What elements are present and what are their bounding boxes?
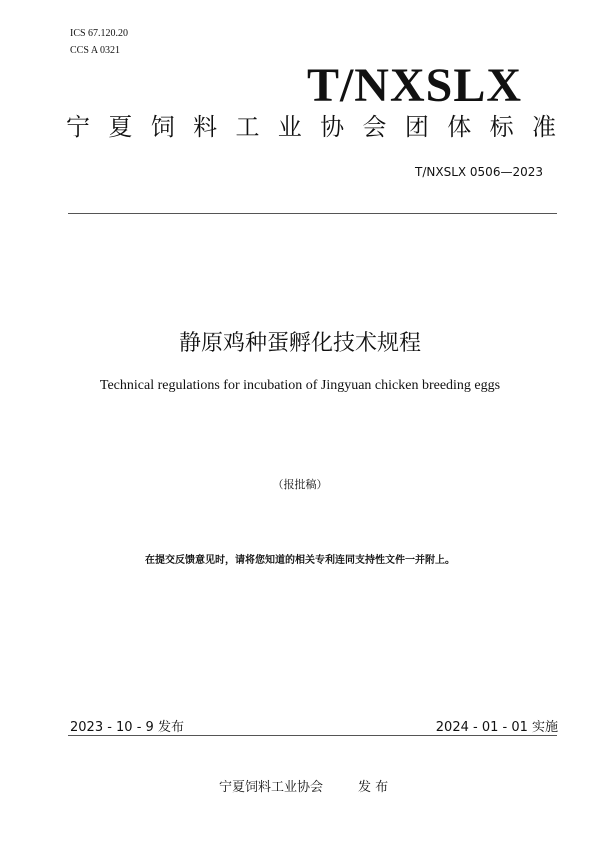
document-title-chinese: 静原鸡种蛋孵化技术规程 <box>178 331 421 356</box>
standard-logo: T/NXSLX <box>306 59 522 112</box>
footer-divider <box>68 735 557 736</box>
header-divider <box>68 213 557 214</box>
org-char: 体 <box>447 113 472 141</box>
org-char: 宁 <box>66 113 90 141</box>
publish-label: 发 布 <box>358 780 389 795</box>
publisher: 宁夏饲料工业协会 <box>219 780 324 795</box>
org-char: 料 <box>193 113 218 141</box>
draft-status: （报批稿） <box>272 478 328 491</box>
org-char: 准 <box>531 113 556 141</box>
ccs-code: CCS A 0321 <box>70 45 121 56</box>
ics-code: ICS 67.120.20 <box>70 28 129 39</box>
patent-notice: 在提交反馈意见时，请将您知道的相关专利连同支持性文件一并附上。 <box>145 555 455 566</box>
org-char: 团 <box>404 113 429 141</box>
publish-date: 2023 - 10 - 9 发布 <box>70 720 184 735</box>
org-char: 工 <box>235 113 260 141</box>
org-char: 夏 <box>108 113 133 141</box>
org-char: 业 <box>277 113 302 141</box>
document-title-english: Technical regulations for incubation of Jingyuan chicken breeding eggs <box>99 378 501 393</box>
organization-standard-title <box>66 115 556 139</box>
org-char: 会 <box>362 113 387 141</box>
implement-date: 2024 - 01 - 01 实施 <box>435 720 558 735</box>
standard-number: T/NXSLX 0506—2023 <box>415 165 543 179</box>
org-char: 饲 <box>150 113 175 141</box>
org-char: 协 <box>320 113 345 141</box>
org-char: 标 <box>489 113 514 141</box>
